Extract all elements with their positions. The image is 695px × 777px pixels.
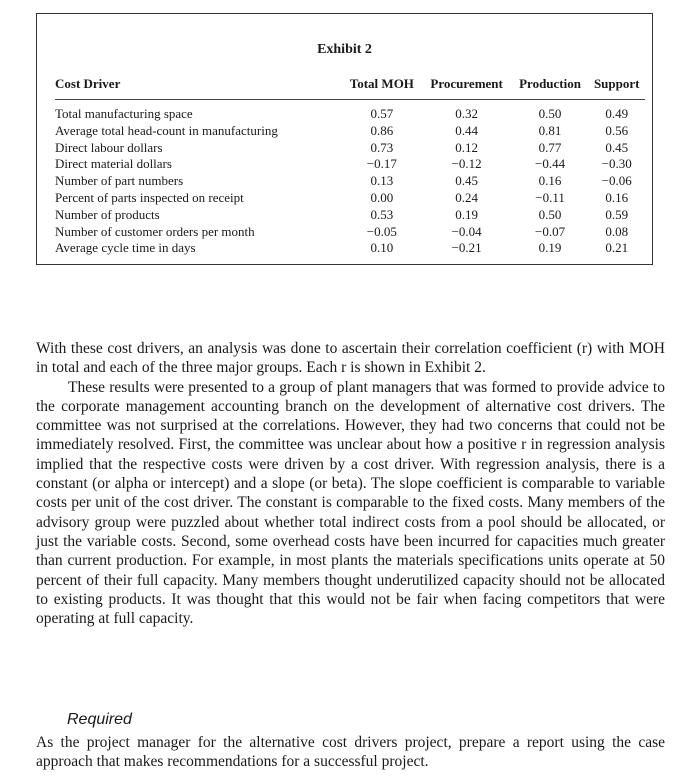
- cell-total-moh: 0.86: [370, 122, 394, 138]
- table-row: [55, 140, 645, 157]
- cell-support: −0.30: [601, 156, 632, 172]
- cell-cost-driver: Number of products: [55, 206, 160, 222]
- column-header-cost-driver: Cost Driver: [55, 76, 342, 100]
- table-row: [55, 106, 645, 123]
- case-body-text: [36, 339, 665, 628]
- cell-cost-driver: Direct labour dollars: [55, 139, 163, 155]
- table-row: [55, 123, 645, 140]
- table-row: [55, 240, 645, 257]
- cell-procurement: 0.12: [455, 139, 479, 155]
- cell-total-moh: 0.53: [370, 206, 394, 222]
- cell-procurement: 0.19: [455, 206, 479, 222]
- cell-support: 0.59: [605, 206, 629, 222]
- cell-cost-driver: Average cycle time in days: [55, 240, 196, 256]
- paragraph-results: These results were presented to a group of plant managers that was formed to provide advice to the corporate management accounting branch on the development of alternative cost drivers. The committee was not surprised at the correlations. However, they had two concerns that could not be immediately resolved. First, the committee was unclear about how a positive r in regression analysis implied that the respective costs were driven by a cost driver. With regression analysis, there is a constant (or alpha or intercept) and a slope (or beta). The slope coefficient is comparable to variable costs per unit of the cost driver. The constant is comparable to the fixed costs. Many members of the advisory group were puzzled about whether total indirect costs from a pool should be allocated, or just the variable costs. Second, some overhead costs have been incurred for capacities much greater than current production. For example, in most plants the materials specifications units operate at 50 percent of their full capacity. Many members thought underutilized capacity should not be allocated to existing products. It was thought that this would not be fair when facing competitors that were operating at full capacity.: [36, 378, 665, 628]
- cell-total-moh: −0.05: [366, 223, 397, 239]
- cell-support: 0.56: [605, 122, 629, 138]
- table-row: [55, 190, 645, 207]
- cell-support: 0.16: [605, 189, 629, 205]
- cell-procurement: 0.45: [455, 173, 479, 189]
- cell-total-moh: 0.13: [370, 173, 394, 189]
- paragraph-intro: With these cost drivers, an analysis was done to ascertain their correlation coefficient (r) with MOH in total and each of the three major groups. Each r is shown in Exhibit 2.: [36, 340, 665, 377]
- cell-production: 0.81: [538, 122, 562, 138]
- cell-procurement: 0.44: [455, 122, 479, 138]
- exhibit-title: Exhibit 2: [317, 42, 372, 57]
- column-header-procurement: Procurement: [422, 76, 512, 100]
- cell-cost-driver: Total manufacturing space: [55, 106, 193, 121]
- cell-procurement: −0.21: [451, 240, 482, 256]
- table-row: [55, 173, 645, 190]
- cost-driver-table: [55, 76, 645, 257]
- cell-support: 0.08: [605, 223, 629, 239]
- cell-production: 0.50: [538, 106, 562, 121]
- table-body: [55, 100, 645, 258]
- cell-total-moh: −0.17: [366, 156, 397, 172]
- column-header-production: Production: [512, 76, 589, 100]
- cell-cost-driver: Direct material dollars: [55, 156, 172, 172]
- cell-production: 0.19: [538, 240, 562, 256]
- table-row: [55, 156, 645, 173]
- cell-production: 0.50: [538, 206, 562, 222]
- cell-cost-driver: Number of part numbers: [55, 173, 184, 189]
- cell-procurement: 0.32: [455, 106, 479, 121]
- cell-production: 0.16: [538, 173, 562, 189]
- cell-support: 0.49: [605, 106, 629, 121]
- cell-production: −0.11: [535, 189, 565, 205]
- column-header-total-moh: Total MOH: [342, 76, 422, 100]
- table-row: [55, 224, 645, 241]
- cell-cost-driver: Number of customer orders per month: [55, 223, 255, 239]
- cell-support: 0.45: [605, 139, 629, 155]
- table-header-row: [55, 76, 645, 100]
- cell-total-moh: 0.00: [370, 189, 394, 205]
- required-heading: Required: [67, 711, 132, 728]
- cell-procurement: −0.04: [451, 223, 482, 239]
- required-text: As the project manager for the alternative cost drivers project, prepare a report using the case approach that makes recommendations for a successful project.: [36, 734, 665, 771]
- cell-procurement: 0.24: [455, 189, 479, 205]
- table-row: [55, 207, 645, 224]
- cell-cost-driver: Percent of parts inspected on receipt: [55, 189, 244, 205]
- cell-production: −0.07: [534, 223, 566, 239]
- cell-total-moh: 0.10: [370, 240, 394, 256]
- cell-support: 0.21: [605, 240, 629, 256]
- cell-production: 0.77: [538, 139, 562, 155]
- cell-total-moh: 0.73: [370, 139, 394, 155]
- cell-support: −0.06: [601, 173, 632, 189]
- cell-cost-driver: Average total head-count in manufacturing: [55, 122, 278, 138]
- cell-procurement: −0.12: [451, 156, 482, 172]
- column-header-support: Support: [588, 76, 645, 100]
- cell-total-moh: 0.57: [370, 106, 394, 121]
- exhibit-table-box: [36, 13, 653, 265]
- cell-production: −0.44: [534, 156, 566, 172]
